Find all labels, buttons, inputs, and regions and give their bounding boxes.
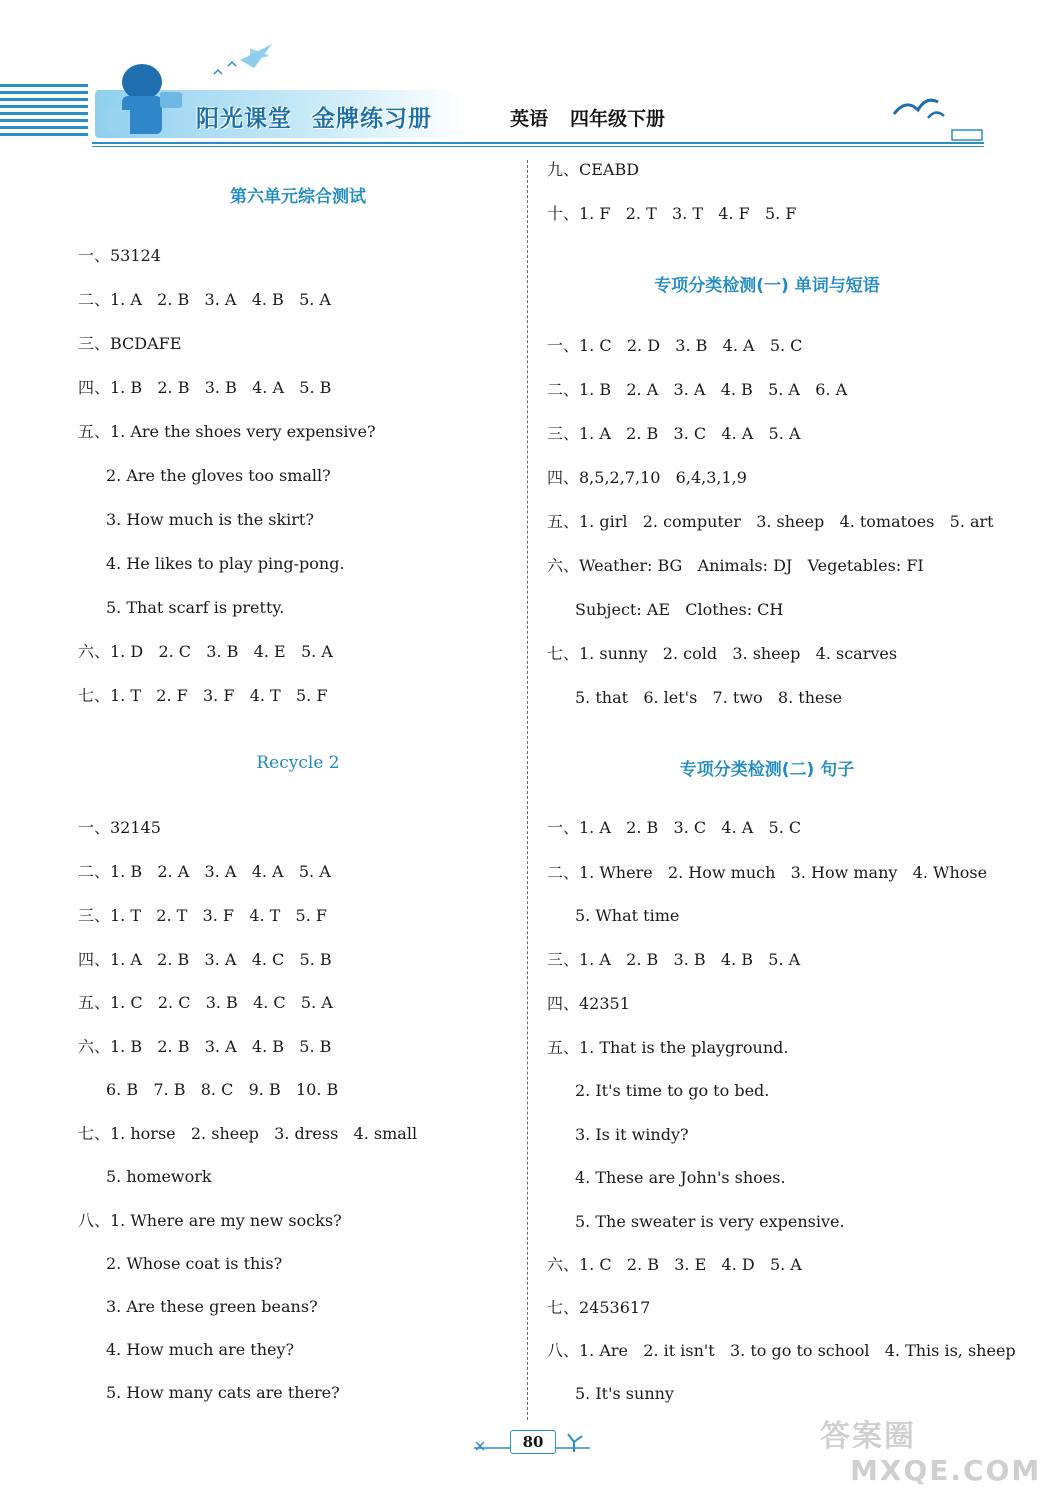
answer-line: 六、1. D 2. C 3. B 4. E 5. A (78, 642, 333, 661)
answer-line: 5. What time (575, 906, 680, 925)
answer-line: 二、1. B 2. A 3. A 4. A 5. A (78, 862, 331, 881)
subject-label: 英语 (510, 108, 549, 130)
series-brand (196, 100, 432, 133)
page-number: 80 (510, 1430, 556, 1454)
answer-line: 七、1. sunny 2. cold 3. sheep 4. scarves (547, 644, 898, 663)
answer-line: 二、1. A 2. B 3. A 4. B 5. A (78, 290, 331, 309)
answer-line: 一、1. A 2. B 3. C 4. A 5. C (547, 818, 802, 837)
answer-line: 七、1. T 2. F 3. F 4. T 5. F (78, 686, 328, 705)
section-title-special-2: 专项分类检测(二) 句子 (679, 760, 855, 780)
watermark-logo (820, 1420, 1041, 1488)
answer-line: 四、1. A 2. B 3. A 4. C 5. B (78, 950, 332, 969)
answer-line: 八、1. Are 2. it isn't 3. to go to school 4. This is, sheep (547, 1341, 1016, 1360)
answer-line: 四、8,5,2,7,10 6,4,3,1,9 (547, 468, 747, 487)
answer-line: 二、1. Where 2. How much 3. How many 4. Whose (547, 863, 988, 882)
answer-line: 五、1. That is the playground. (547, 1038, 789, 1057)
paper-plane-icon (210, 40, 280, 80)
answer-line: 五、1. Are the shoes very expensive? (78, 422, 376, 441)
answer-line: 4. These are John's shoes. (575, 1168, 786, 1187)
answer-line: 六、1. B 2. B 3. A 4. B 5. B (78, 1037, 332, 1056)
answer-line: Subject: AE Clothes: CH (575, 600, 784, 619)
answer-line: 一、1. C 2. D 3. B 4. A 5. C (547, 336, 803, 355)
answer-line: 三、1. A 2. B 3. B 4. B 5. A (547, 950, 801, 969)
birds-icon (888, 88, 988, 142)
answer-line: 5. The sweater is very expensive. (575, 1212, 845, 1231)
answer-line: 5. That scarf is pretty. (106, 598, 285, 617)
answer-line: 五、1. C 2. C 3. B 4. C 5. A (78, 993, 333, 1012)
answer-line: 九、CEABD (547, 160, 640, 179)
answer-line: 5. homework (106, 1167, 212, 1186)
answer-line: 一、32145 (78, 818, 161, 837)
section-title-unit6: 第六单元综合测试 (230, 187, 366, 207)
answer-line: 六、Weather: BG Animals: DJ Vegetables: FI (547, 556, 924, 575)
answer-line: 七、1. horse 2. sheep 3. dress 4. small (78, 1124, 418, 1143)
answer-line: 5. It's sunny (575, 1384, 674, 1403)
answer-line: 4. He likes to play ping-pong. (106, 554, 345, 573)
page-header (0, 0, 1000, 150)
answer-line: 八、1. Where are my new socks? (78, 1211, 342, 1230)
answer-line: 2. Are the gloves too small? (106, 466, 331, 485)
answer-line: 六、1. C 2. B 3. E 4. D 5. A (547, 1255, 802, 1274)
answer-line: 四、1. B 2. B 3. B 4. A 5. B (78, 378, 332, 397)
grade-label: 四年级下册 (570, 108, 666, 130)
watermark-url: MXQE.COM (850, 1454, 1041, 1487)
column-divider (527, 160, 528, 1420)
answer-line: 3. Is it windy? (575, 1125, 689, 1144)
header-rule-thin (92, 146, 984, 147)
answer-line: 3. Are these green beans? (106, 1297, 318, 1316)
answer-line: 2. It's time to go to bed. (575, 1081, 770, 1100)
answer-line: 3. How much is the skirt? (106, 510, 314, 529)
answer-line: 一、53124 (78, 246, 161, 265)
answer-line: 5. How many cats are there? (106, 1383, 340, 1402)
answer-line: 6. B 7. B 8. C 9. B 10. B (106, 1080, 339, 1099)
header-rule (92, 142, 984, 144)
answer-line: 四、42351 (547, 994, 630, 1013)
subject-grade (510, 104, 665, 131)
answer-line: 三、BCDAFE (78, 334, 182, 353)
section-title-recycle2: Recycle 2 (256, 753, 340, 773)
answer-line: 二、1. B 2. A 3. A 4. B 5. A 6. A (547, 380, 848, 399)
answer-line: 三、1. A 2. B 3. C 4. A 5. A (547, 424, 801, 443)
section-title-special-1: 专项分类检测(一) 单词与短语 (654, 276, 880, 296)
watermark-title: 答案圈 (820, 1419, 916, 1454)
brand-right: 金牌练习册 (312, 106, 432, 132)
answer-line: 5. that 6. let's 7. two 8. these (575, 688, 843, 707)
answer-line: 2. Whose coat is this? (106, 1254, 283, 1273)
answer-line: 五、1. girl 2. computer 3. sheep 4. tomatoes 5. art (547, 512, 994, 531)
answer-line: 4. How much are they? (106, 1340, 295, 1359)
answer-line: 十、1. F 2. T 3. T 4. F 5. F (547, 204, 797, 223)
answer-line: 七、2453617 (547, 1298, 651, 1317)
brand-left: 阳光课堂 (196, 106, 292, 132)
header-stripes (0, 84, 88, 144)
answer-line: 三、1. T 2. T 3. F 4. T 5. F (78, 906, 328, 925)
